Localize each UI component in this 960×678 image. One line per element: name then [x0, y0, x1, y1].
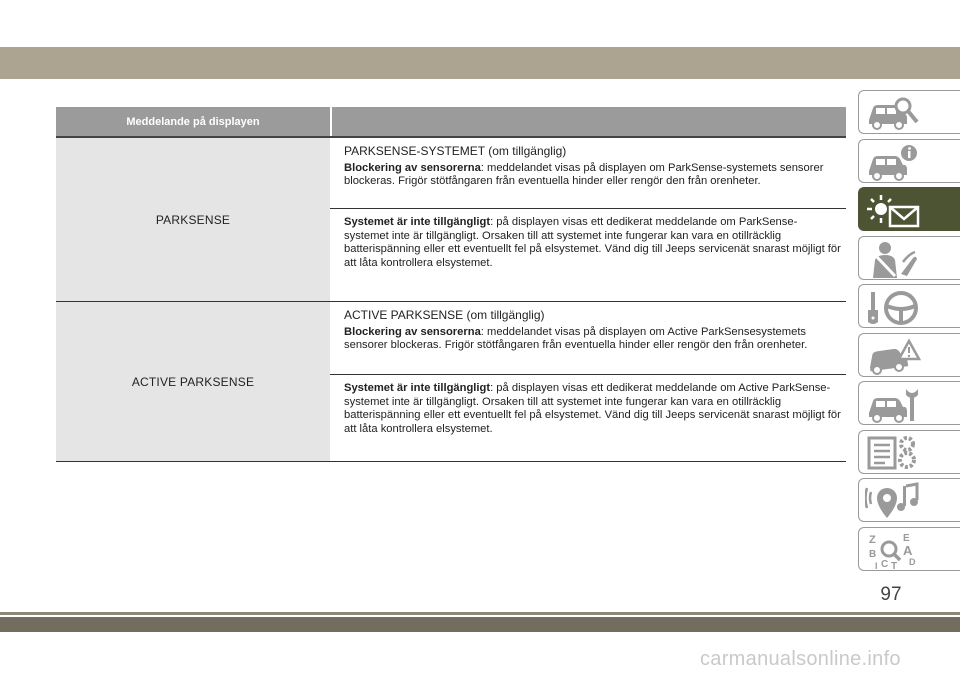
tab-car-search[interactable] — [858, 90, 960, 134]
footer-bar — [0, 617, 960, 632]
item-term: Systemet är inte tillgängligt — [344, 216, 491, 228]
list-item — [330, 302, 846, 374]
row-label: PARKSENSE — [56, 138, 330, 301]
index-letter: T — [891, 561, 898, 569]
tab-safety[interactable] — [858, 236, 960, 280]
index-letter: C — [881, 559, 889, 569]
footer-divider — [0, 612, 960, 615]
item-term: Systemet är inte tillgängligt — [344, 382, 491, 394]
message-table — [56, 107, 846, 462]
table-header — [56, 107, 846, 136]
watermark: carmanualsonline.info — [700, 648, 901, 670]
multimedia-icon — [865, 482, 921, 520]
item-text: : på displayen visas ett dedikerat meddelande om ParkSense-systemet inte är tillgängligt. Orsaken till att systemet inte fungerar kan vara en otillräcklig batterispänning eller ett eventuellt fel på elsystemet. Vänd dig till Jeeps servicenät snarast möjligt för att låta kontrollera elsystemet. — [344, 216, 841, 269]
spec-sheet-gear-icon — [865, 434, 921, 472]
item-term: Blockering av sensorerna — [344, 161, 481, 174]
tab-warning-lights[interactable] — [858, 187, 960, 231]
tab-multimedia[interactable] — [858, 478, 960, 522]
section-heading: PARKSENSE-SYSTEMET (om tillgänglig) — [344, 144, 567, 158]
tab-emergency[interactable] — [858, 333, 960, 377]
list-item — [330, 138, 846, 208]
alphabetical-index-icon — [865, 531, 921, 569]
index-letter: B — [869, 549, 877, 560]
index-letter: D — [909, 557, 916, 567]
index-letter: A — [903, 543, 913, 558]
list-item — [330, 374, 846, 442]
car-search-icon — [865, 94, 921, 132]
table-row — [56, 302, 846, 462]
car-hazard-icon — [865, 337, 921, 375]
item-text: : på displayen visas ett dedikerat meddelande om Active ParkSense-systemet inte är tillgängligt. Orsaken till att systemet inte fungerar kan vara en otillräcklig batterispänning eller ett eventuellt fel på elsystemet. Vänd dig till Jeeps servicenät snarast möjligt för att låta kontrollera elsystemet. — [344, 382, 841, 435]
item-text: : meddelandet visas på displayen om ParkSense-systemets sensorer blockeras. Frigör stötfångaren från eventuella hinder eller rengör den från orenheter. — [344, 161, 824, 187]
page-header-bar — [0, 47, 960, 79]
top-margin — [0, 0, 960, 47]
tab-car-info[interactable] — [858, 139, 960, 183]
table-row — [56, 138, 846, 302]
tab-starting-driving[interactable] — [858, 284, 960, 328]
item-term: Blockering av sensorerna — [344, 325, 481, 338]
item-text: : meddelandet visas på displayen om Active ParkSensesystemets sensorer blockeras. Frigör stötfångaren från eventuella hinder eller rengör den från orenheter. — [344, 325, 808, 351]
warning-light-message-icon — [865, 191, 921, 229]
car-wrench-icon — [865, 385, 921, 423]
row-label: ACTIVE PARKSENSE — [56, 302, 330, 461]
car-info-icon — [865, 143, 921, 181]
table-header-title: Meddelande på displayen — [56, 107, 330, 136]
index-letter: I — [875, 561, 878, 569]
index-letter: Z — [869, 534, 876, 546]
key-steering-wheel-icon — [865, 288, 921, 326]
tab-servicing[interactable] — [858, 381, 960, 425]
driver-seatbelt-icon — [865, 240, 921, 278]
index-letter: E — [903, 533, 910, 544]
tab-index[interactable] — [858, 527, 960, 571]
page-number: 97 — [880, 584, 902, 605]
list-item — [330, 208, 846, 276]
table-header-empty — [332, 107, 846, 136]
section-heading: ACTIVE PARKSENSE (om tillgänglig) — [344, 308, 545, 322]
tab-technical-data[interactable] — [858, 430, 960, 474]
